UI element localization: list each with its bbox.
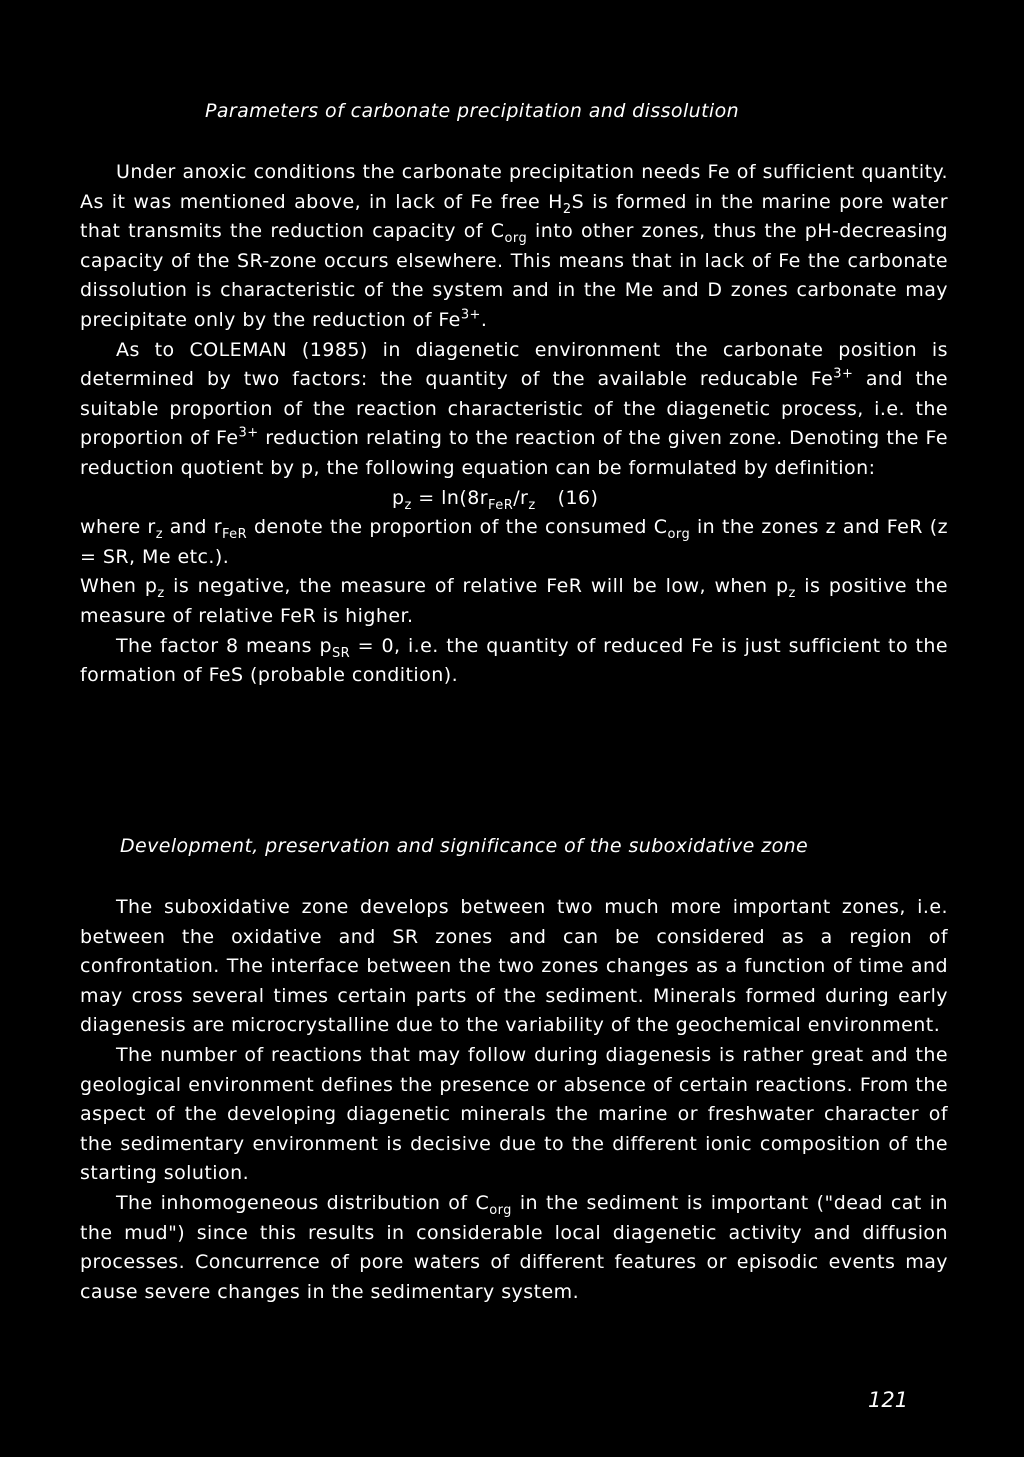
page-number: 121 — [868, 1388, 909, 1412]
paragraph-suboxidative-zone: The suboxidative zone develops between two much more important zones, i.e. between the oxidative and SR zones and can be considered as a region of confrontation. The interface between the two zones changes as a function of time and may cross several times certain parts of the sediment. Minerals formed during early diagenesis are microcrystalline due to the variability of the geochemical environment. — [80, 896, 948, 1037]
paragraph-inhomogeneous: The inhomogeneous distribution of $C_{org}$ in the sediment is important ("dead cat in the mud") since this results in considerable local diagenetic activity and diffusion processes. Concurrence of pore waters of different features or episodic events may cause severe changes in the sedimentary system. — [80, 1191, 948, 1303]
section-body-carbonate — [80, 158, 948, 691]
paragraph-coleman: As to COLEMAN (1985) in diagenetic environment the carbonate position is determined by two factors: the quantity of the available reducable $Fe^{3+}$ and the suitable proportion of the reaction characteristic of the diagenetic process, i.e. the proportion of $Fe^{3+}$ reduction relating to the reaction of the given zone. Denoting the Fe reduction quotient by p, the following equation can be formulated by definition: — [80, 338, 949, 479]
equation-number: (16) — [557, 486, 599, 509]
section-heading-carbonate: Parameters of carbonate precipitation and dissolution — [205, 100, 740, 122]
section-heading-suboxidative: Development, preservation and significance of the suboxidative zone — [120, 835, 809, 857]
paragraph-when-negative: When $p_z$ is negative, the measure of relative FeR will be low, when $p_z$ is positive the measure of relative FeR is higher. — [80, 575, 948, 627]
paragraph-anoxic-conditions: Under anoxic conditions the carbonate precipitation needs Fe of sufficient quantity. As it was mentioned above, in lack of Fe free $H_2S$ is formed in the marine pore water that transmits the reduction capacity of $C_{org}$ into other zones, thus the pH-decreasing capacity of the SR-zone occurs elsewhere. This means that in lack of Fe the carbonate dissolution is characteristic of the system and in the Me and D zones carbonate may precipitate only by the reduction of $Fe^{3+}$. — [80, 161, 948, 331]
equation-16: $p_z = \ln(8r_{FeR}/r_z$ (16) — [392, 486, 599, 513]
paragraph-reactions: The number of reactions that may follow during diagenesis is rather great and the geological environment defines the presence or absence of certain reactions. From the aspect of the developing diagenetic minerals the marine or freshwater character of the sedimentary environment is decisive due to the different ionic composition of the starting solution. — [80, 1043, 948, 1185]
paragraph-where: where $r_z$ and $r_{FeR}$ denote the proportion of the consumed $C_{org}$ in the zones z and FeR (z = SR, Me etc.). — [80, 516, 949, 568]
paragraph-factor-8: The factor 8 means $p_{SR} = 0$, i.e. the quantity of reduced Fe is just sufficient to the formation of FeS (probable condition). — [80, 634, 949, 687]
section-body-suboxidative — [80, 893, 948, 1307]
